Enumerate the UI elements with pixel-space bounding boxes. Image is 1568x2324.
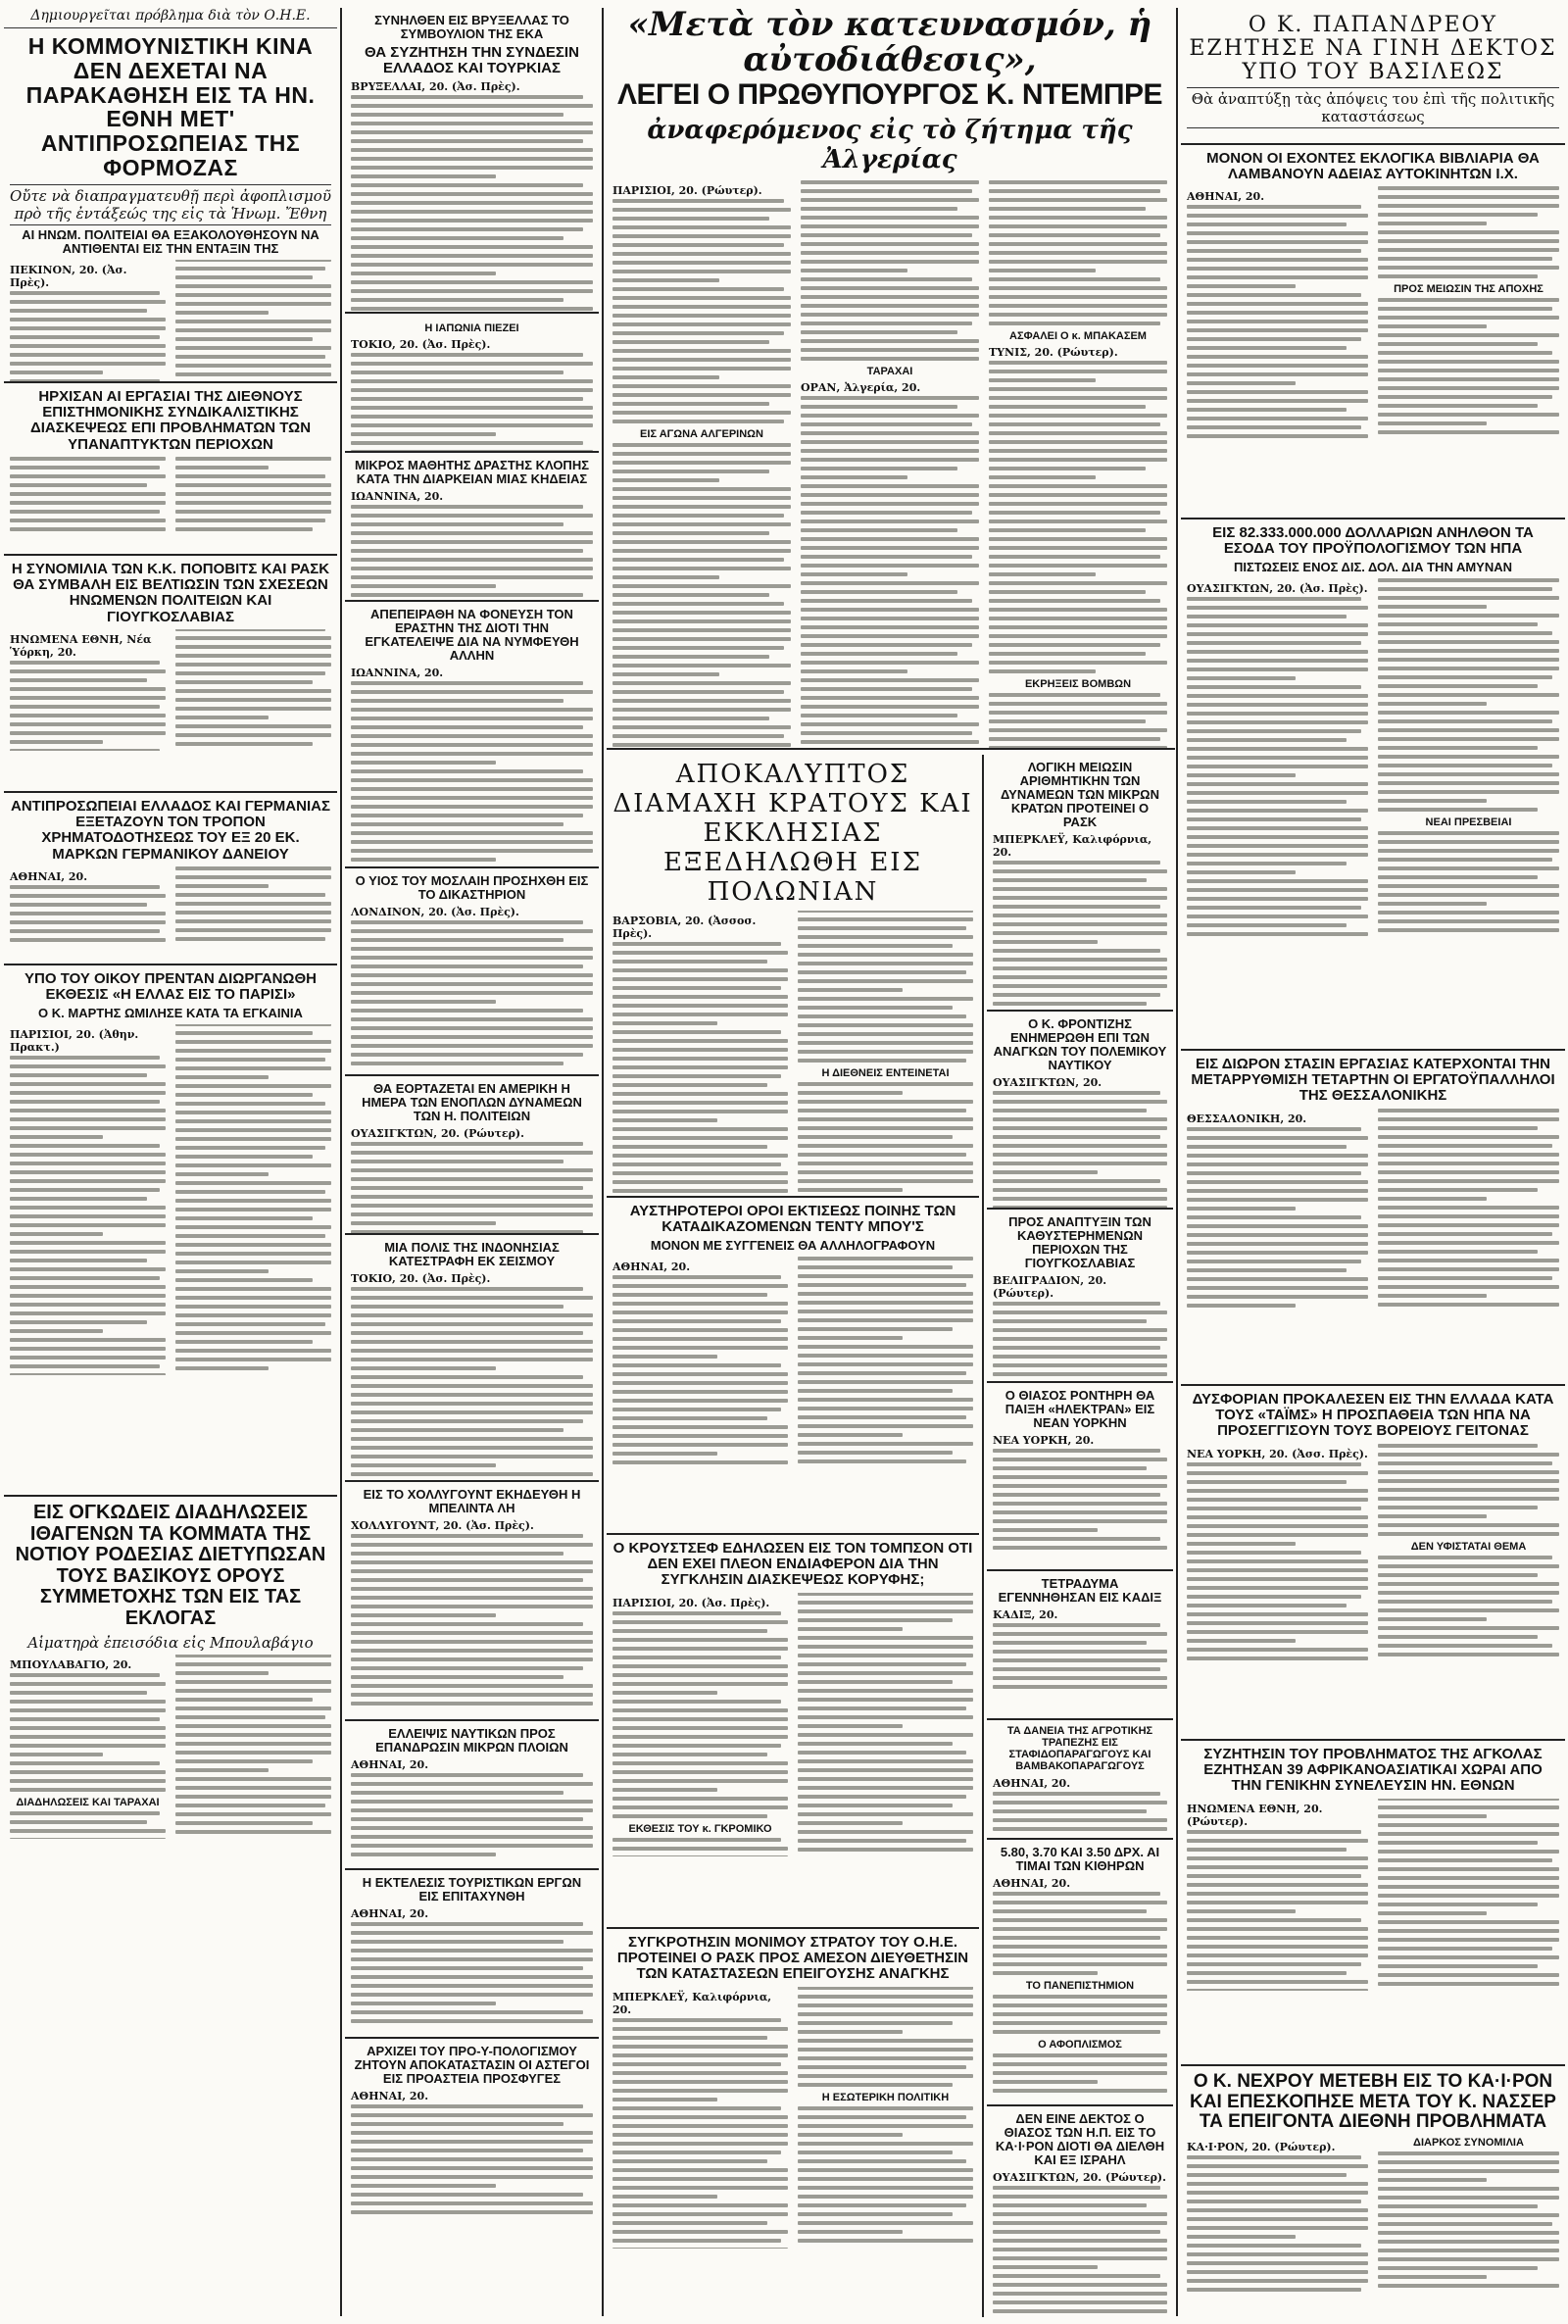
column-4 bbox=[987, 755, 1173, 2317]
article-times-greece bbox=[1181, 1386, 1565, 1741]
body-text bbox=[10, 629, 331, 751]
body-text bbox=[993, 1274, 1167, 1383]
headline: ΑΥΣΤΗΡΟΤΕΡΟΙ ΟΡΟΙ ΕΚΤΙΣΕΩΣ ΠΟΙΝΗΣ ΤΩΝ ΚΑΤΑΔΙΚΑΖΟΜΕΝΩΝ ΤΕΝΤΥ ΜΠΟΥ'Σ bbox=[629, 1203, 956, 1236]
section-subhead: ΔΕΝ ΥΦΙΣΤΑΤΑΙ ΘΕΜΑ bbox=[1410, 1540, 1527, 1553]
article-car-licenses bbox=[1181, 145, 1565, 519]
dateline: ΑΘΗΝΑΙ, 20. bbox=[351, 1758, 429, 1772]
section-subhead: Ο ΑΦΟΠΛΙΣΜΟΣ bbox=[1038, 2039, 1122, 2052]
dateline: ΠΑΡΙΣΙΟΙ, 20. (Ρώυτερ). bbox=[612, 183, 762, 197]
article-indonesia-earthquake bbox=[345, 1235, 599, 1482]
dateline: ΟΥΑΣΙΓΚΤΩΝ, 20. (Ρώυτερ). bbox=[993, 2171, 1166, 2185]
section-subhead: ΤΑΡΑΧΑΙ bbox=[866, 365, 913, 377]
dateline: ΠΑΡΙΣΙΟΙ, 20. (Ἀθην. Πρακτ.) bbox=[10, 1028, 139, 1055]
headline: ΕΙΣ 82.333.000.000 ΔΟΛΛΑΡΙΩΝ ΑΝΗΛΘΟΝ ΤΑ ΕΣΟΔΑ ΤΟΥ ΠΡΟΫΠΟΛΟΓΙΣΜΟΥ ΤΩΝ ΗΠΑ bbox=[1212, 524, 1534, 558]
dateline: ΑΘΗΝΑΙ, 20. bbox=[612, 1261, 691, 1274]
headline: ΕΙΣ ΔΙΩΡΟΝ ΣΤΑΣΙΝ ΕΡΓΑΣΙΑΣ ΚΑΤΕΡΧΟΝΤΑΙ ΤΗΝ ΜΕΤΑΡΡΥΘΜΙΣΗ ΤΕΤΑΡΤΗΝ ΟΙ ΕΡΓΑΤΟΫΠΑΛΛΗΛΟΙ ΤΗΣ ΘΕΣΣΑΛΟΝΙΚΗΣ bbox=[1191, 1056, 1555, 1105]
article-eca-council bbox=[345, 8, 599, 314]
dateline: ΙΩΑΝΝΙΝΑ, 20. bbox=[351, 667, 444, 680]
article-kythira-prices bbox=[987, 1840, 1173, 2106]
article-popovic-rusk bbox=[4, 556, 337, 793]
headline: ΑΠΕΠΕΙΡΑΘΗ ΝΑ ΦΟΝΕΥΣΗ ΤΟΝ ΕΡΑΣΤΗΝ ΤΗΣ ΔΙΟΤΙ ΤΗΝ ΕΓΚΑΤΕΛΕΙΨΕ ΔΙΑ ΝΑ ΝΥΜΦΕΥΘΗ ΑΛΛΗΝ bbox=[365, 607, 579, 664]
headline: ΔΥΣΦΟΡΙΑΝ ΠΡΟΚΑΛΕΣΕΝ ΕΙΣ ΤΗΝ ΕΛΛΑΔΑ ΚΑΤΑ ΤΟΥΣ «ΤΑΪΜΣ» Η ΠΡΟΣΠΑΘΕΙΑ ΤΩΝ ΗΠΑ ΝΑ ΠΡΟΣΕΓΓΙΣΟΥΝ ΤΟΥΣ ΒΟΡΕΙΟΥΣ ΓΕΙΤΟΝΑΣ bbox=[1192, 1391, 1554, 1440]
body-text bbox=[1187, 1444, 1559, 1663]
article-us-budget bbox=[1181, 519, 1565, 1051]
section-subhead: Η ΔΙΕΘΝΕΙΣ ΕΝΤΕΙΝΕΤΑΙ bbox=[821, 1067, 950, 1080]
column-rule bbox=[982, 755, 984, 2317]
headline: Ο ΥΙΟΣ ΤΟΥ ΜΟΣΛΑΙΗ ΠΡΟΣΗΧΘΗ ΕΙΣ ΤΟ ΔΙΚΑΣΤΗΡΙΟΝ bbox=[355, 873, 589, 903]
body-text bbox=[10, 866, 331, 947]
article-attempted-murder bbox=[345, 602, 599, 868]
section-subhead: ΠΡΟΣ ΜΕΙΩΣΙΝ ΤΗΣ ΑΠΟΧΗΣ bbox=[1394, 283, 1544, 296]
body-text bbox=[993, 833, 1167, 1012]
column-3 bbox=[607, 755, 979, 2317]
dateline: ΘΕΣΣΑΛΟΝΙΚΗ, 20. bbox=[1187, 1112, 1307, 1125]
headline: Ο Κ. ΦΡΟΝΤΙΖΗΣ ΕΝΗΜΕΡΩΘΗ ΕΠΙ ΤΩΝ ΑΝΑΓΚΩΝ ΤΟΥ ΠΟΛΕΜΙΚΟΥ ΝΑΥΤΙΚΟΥ bbox=[993, 1016, 1167, 1073]
headline: ΣΥΓΚΡΟΤΗΣΙΝ ΜΟΝΙΜΟΥ ΣΤΡΑΤΟΥ ΤΟΥ Ο.Η.Ε. ΠΡΟΤΕΙΝΕΙ Ο ΡΑΣΚ ΠΡΟΣ ΑΜΕΣΟΝ ΔΙΕΥΘΕΤΗΣΙΝ ΤΩΝ ΚΑΤΑΣΤΑΣΕΩΝ ΕΠΕΙΓΟΥΣΗΣ ΑΝΑΓΚΗΣ bbox=[616, 1934, 969, 1983]
dateline: ΚΑΔΙΞ, 20. bbox=[993, 1608, 1058, 1622]
headline: Η ΕΚΤΕΛΕΣΙΣ ΤΟΥΡΙΣΤΙΚΩΝ ΕΡΓΩΝ ΕΙΣ ΕΠΙΤΑΧΥΝΘΗ bbox=[362, 1875, 582, 1904]
body-text bbox=[10, 457, 331, 536]
headline: ΑΝΤΙΠΡΟΣΩΠΕΙΑΙ ΕΛΛΑΔΟΣ ΚΑΙ ΓΕΡΜΑΝΙΑΣ ΕΞΕΤΑΖΟΥΝ ΤΟΝ ΤΡΟΠΟΝ ΧΡΗΜΑΤΟΔΟΤΗΣΕΩΣ ΤΟΥ ΕΞ 20 ΕΚ. ΜΑΡΚΩΝ ΓΕΡΜΑΝΙΚΟΥ ΔΑΝΕΙΟΥ bbox=[11, 798, 330, 863]
subheadline: Οὔτε νὰ διαπραγματευθῇ περὶ ἀφοπλισμοῦ πρὸ τῆς ἐντάξεώς της εἰς τὰ Ἡνωμ. Ἔθνη bbox=[10, 184, 331, 225]
article-rusk-small-states bbox=[987, 755, 1173, 1012]
dateline: ΑΘΗΝΑΙ, 20. bbox=[1187, 190, 1265, 204]
dateline: ΤΟΚΙΟ, 20. (Ἀσ. Πρὲς). bbox=[351, 1272, 491, 1286]
headline: 5.80, 3.70 ΚΑΙ 3.50 ΔΡΧ. ΑΙ ΤΙΜΑΙ ΤΩΝ ΚΙΘΗΡΩΝ bbox=[1000, 1845, 1160, 1874]
lead-body bbox=[607, 177, 1173, 748]
body-text bbox=[1187, 1799, 1559, 1991]
section-subhead: Η ΙΑΠΩΝΙΑ ΠΙΕΖΕΙ bbox=[424, 322, 519, 334]
kicker: ΣΥΝΗΛΘΕΝ ΕΙΣ ΒΡΥΞΕΛΛΑΣ ΤΟ ΣΥΜΒΟΥΛΙΟΝ ΤΗΣ ΕΚΑ bbox=[374, 13, 569, 42]
dateline: ΟΥΑΣΙΓΚΤΩΝ, 20. bbox=[993, 1076, 1102, 1090]
subheadline: ΜΟΝΟΝ ΜΕ ΣΥΓΓΕΝΕΙΣ ΘΑ ΑΛΛΗΛΟΓΡΑΦΟΥΝ bbox=[650, 1238, 936, 1254]
body-text bbox=[993, 1076, 1167, 1210]
headline: ΔΕΝ ΕΙΝΕ ΔΕΚΤΟΣ Ο ΘΙΑΣΟΣ ΤΩΝ Η.Π. ΕΙΣ ΤΟ ΚΑ·Ι·ΡΟΝ ΔΙΟΤΙ ΘΑ ΔΙΕΛΘΗ ΚΑΙ ΕΞ ΙΣΡΑΗΛ bbox=[995, 2111, 1165, 2168]
dateline: ΗΝΩΜΕΝΑ ΕΘΝΗ, 20. (Ρώυτερ). bbox=[1187, 1802, 1323, 1828]
lead-story bbox=[607, 8, 1173, 748]
dateline: ΟΥΑΣΙΓΚΤΩΝ, 20. (Ἀσ. Πρὲς). bbox=[1187, 582, 1368, 596]
headline: Η ΣΥΝΟΜΙΛΙΑ ΤΩΝ Κ.Κ. ΠΟΠΟΒΙΤΣ ΚΑΙ ΡΑΣΚ ΘΑ ΣΥΜΒΑΛΗ ΕΙΣ ΒΕΛΤΙΩΣΙΝ ΤΩΝ ΣΧΕΣΕΩΝ ΗΝΩΜΕΝΩΝ ΠΟΛΙΤΕΙΩΝ ΚΑΙ ΓΙΟΥΓΚΟΣΛΑΒΙΑΣ bbox=[11, 561, 330, 625]
body-text bbox=[351, 1519, 593, 1706]
section-subhead: ΝΕΑΙ ΠΡΕΣΒΕΙΑΙ bbox=[1425, 816, 1512, 829]
dateline: ΑΘΗΝΑΙ, 20. bbox=[351, 1907, 429, 1921]
headline: ΤΕΤΡΑΔΥΜΑ ΕΓΕΝΝΗΘΗΣΑΝ ΕΙΣ ΚΑΔΙΞ bbox=[998, 1576, 1162, 1606]
dateline: ΚΑ·Ι·ΡΟΝ, 20. (Ρώυτερ). bbox=[1187, 2140, 1336, 2153]
headline: ΜΟΝΟΝ ΟΙ ΕΧΟΝΤΕΣ ΕΚΛΟΓΙΚΑ ΒΙΒΛΙΑΡΙΑ ΘΑ ΛΑΜΒΑΝΟΥΝ ΑΔΕΙΑΣ ΑΥΤΟΚΙΝΗΤΩΝ Ι.Χ. bbox=[1206, 150, 1540, 183]
subheadline: Αἱματηρὰ ἐπεισόδια εἰς Μπουλαβάγιο bbox=[27, 1633, 314, 1652]
section-subhead: ΕΚΡΗΞΕΙΣ ΒΟΜΒΩΝ bbox=[1024, 677, 1132, 690]
body-text bbox=[993, 1877, 1167, 2093]
article-agricultural-bank bbox=[987, 1720, 1173, 1840]
article-homeless bbox=[345, 2039, 599, 2225]
headline: ΜΙΚΡΟΣ ΜΑΘΗΤΗΣ ΔΡΑΣΤΗΣ ΚΛΟΠΗΣ ΚΑΤΑ ΤΗΝ ΔΙΑΡΚΕΙΑΝ ΜΙΑΣ ΚΗΔΕΙΑΣ bbox=[354, 458, 590, 487]
article-mosley-son bbox=[345, 868, 599, 1076]
dateline: ΑΘΗΝΑΙ, 20. bbox=[351, 2090, 429, 2103]
headline: ΥΠΟ ΤΟΥ ΟΙΚΟΥ ΠΡΕΝΤΑΝ ΔΙΩΡΓΑΝΩΘΗ ΕΚΘΕΣΙΣ «Η ΕΛΛΑΣ ΕΙΣ ΤΟ ΠΑΡΙΣΙ» bbox=[24, 970, 317, 1004]
article-nehru-nasser bbox=[1181, 2066, 1565, 2317]
headline: ΑΠΟΚΑΛΥΠΤΟΣ ΔΙΑΜΑΧΗ ΚΡΑΤΟΥΣ ΚΑΙ ΕΚΚΛΗΣΙΑΣ ΕΞΕΔΗΛΩΘΗ ΕΙΣ ΠΟΛΩΝΙΑΝ bbox=[612, 760, 973, 907]
dateline: ΛΟΝΔΙΝΟΝ, 20. (Ἀσ. Πρὲς). bbox=[351, 906, 519, 919]
article-poland-church bbox=[607, 755, 979, 1198]
headline: ΑΡΧΙΖΕΙ ΤΟΥ ΠΡΟ-Υ-ΠΟΛΟΓΙΣΜΟΥ ΖΗΤΟΥΝ ΑΠΟΚΑΤΑΣΤΑΣΙΝ ΟΙ ΑΣΤΕΓΟΙ ΕΙΣ ΠΡΟΑΣΤΕΙΑ ΠΡΟΣΦΥΓΕΣ bbox=[354, 2044, 590, 2087]
article-german-loan bbox=[4, 793, 337, 965]
body-text bbox=[351, 1907, 593, 2023]
section-subhead: ΕΚΘΕΣΙΣ ΤΟΥ κ. ΓΚΡΟΜΙΚΟ bbox=[628, 1822, 772, 1835]
dateline: ΟΥΑΣΙΓΚΤΩΝ, 20. (Ρώυτερ). bbox=[351, 1127, 524, 1141]
headline: ΗΡΧΙΣΑΝ ΑΙ ΕΡΓΑΣΙΑΙ ΤΗΣ ΔΙΕΘΝΟΥΣ ΕΠΙΣΤΗΜΟΝΙΚΗΣ ΣΥΝΔΙΚΑΛΙΣΤΙΚΗΣ ΔΙΑΣΚΕΨΕΩΣ ΕΠΙ ΠΡΟΒΛΗΜΑΤΩΝ ΤΩΝ ΥΠΑΝΑΠΤΥΚΤΩΝ ΠΕΡΙΟΧΩΝ bbox=[29, 388, 312, 453]
article-us-troupe-cairo bbox=[987, 2106, 1173, 2317]
lead-quote: «Μετὰ τὸν κατευνασμόν, ἡ αὐτοδιάθεσις», bbox=[627, 8, 1152, 79]
dateline: ΜΠΕΡΚΛΕΫ, Καλιφόρνια, 20. bbox=[993, 833, 1152, 860]
article-belinda-lee bbox=[345, 1482, 599, 1721]
dateline: ΠΕΚΙΝΟΝ, 20. (Ἀσ. Πρὲς). bbox=[10, 264, 127, 290]
article-un-army bbox=[607, 1929, 979, 2311]
column-rule bbox=[1176, 8, 1178, 2316]
dateline: ΒΕΛΙΓΡΑΔΙΟΝ, 20. (Ρώυτερ). bbox=[993, 1274, 1107, 1301]
article-japan bbox=[345, 314, 599, 453]
body-text bbox=[10, 1655, 331, 1839]
lead-body-column bbox=[801, 180, 979, 748]
body-text bbox=[351, 1272, 593, 1476]
headline: ΘΑ ΕΟΡΤΑΖΕΤΑΙ ΕΝ ΑΜΕΡΙΚΗ Η ΗΜΕΡΑ ΤΩΝ ΕΝΟΠΛΩΝ ΔΥΝΑΜΕΩΝ ΤΩΝ Η. ΠΟΛΙΤΕΙΩΝ bbox=[362, 1081, 582, 1124]
section-subhead: ΑΣΦΑΛΕΙ Ο κ. ΜΠΑΚΑΣΕΜ bbox=[1009, 329, 1147, 342]
article-teddy-boys bbox=[607, 1198, 979, 1535]
body-text bbox=[612, 1593, 973, 1856]
dateline: ΒΡΥΞΕΛΛΑΙ, 20. (Ἀσ. Πρὲς). bbox=[351, 80, 520, 94]
section-subhead: Η ΕΣΩΤΕΡΙΚΗ ΠΟΛΙΤΙΚΗ bbox=[821, 2092, 950, 2104]
column-rule bbox=[340, 8, 342, 2316]
headline: Η ΚΟΜΜΟΥΝΙΣΤΙΚΗ ΚΙΝΑ ΔΕΝ ΔΕΧΕΤΑΙ ΝΑ ΠΑΡΑΚΑΘΗΣΗ ΕΙΣ ΤΑ ΗΝ. ΕΘΝΗ ΜΕΤ' ΑΝΤΙΠΡΟΣΩΠΕΙΑΣ ΤΗΣ ΦΟΡΜΟΖΑΣ bbox=[25, 33, 316, 181]
article-thessaloniki-strike bbox=[1181, 1051, 1565, 1386]
headline: ΕΙΣ ΟΓΚΩΔΕΙΣ ΔΙΑΔΗΛΩΣΕΙΣ ΙΘΑΓΕΝΩΝ ΤΑ ΚΟΜΜΑΤΑ ΤΗΣ ΝΟΤΙΟΥ ΡΟΔΕΣΙΑΣ ΔΙΕΤΥΠΩΣΑΝ ΤΟΥΣ ΒΑΣΙΚΟΥΣ ΟΡΟΥΣ ΣΥΜΜΕΤΟΧΗΣ ΤΩΝ ΕΙΣ ΤΑΣ ΕΚΛΟΓΑΣ bbox=[15, 1502, 326, 1629]
dateline: ΜΠΟΥΛΑΒΑΓΙΟ, 20. bbox=[10, 1657, 132, 1671]
headline: Ο ΚΡΟΥΣΤΣΕΦ ΕΔΗΛΩΣΕΝ ΕΙΣ ΤΟΝ ΤΟΜΠΣΟΝ ΟΤΙ ΔΕΝ ΕΧΕΙ ΠΛΕΟΝ ΕΝΔΙΑΦΕΡΟΝ ΔΙΑ ΤΗΝ ΣΥΓΚΛΗΣΙΝ ΔΙΑΣΚΕΨΕΩΣ ΚΟΡΥΦΗΣ; bbox=[612, 1540, 973, 1589]
dateline: ΤΟΚΙΟ, 20. (Ἀσ. Πρὲς). bbox=[351, 338, 491, 351]
body-text bbox=[612, 911, 973, 1198]
headline: ΤΑ ΔΑΝΕΙΑ ΤΗΣ ΑΓΡΟΤΙΚΗΣ ΤΡΑΠΕΖΗΣ ΕΙΣ ΣΤΑΦΙΔΟΠΑΡΑΓΩΓΟΥΣ ΚΑΙ ΒΑΜΒΑΚΟΠΑΡΑΓΩΓΟΥΣ bbox=[1006, 1725, 1153, 1772]
column-rule bbox=[602, 8, 604, 2316]
article-tourist-works bbox=[345, 1870, 599, 2039]
article-angola bbox=[1181, 1741, 1565, 2066]
article-student-theft bbox=[345, 453, 599, 602]
dateline: ΒΑΡΣΟΒΙΑ, 20. (Ἀσσοσ. Πρὲς). bbox=[612, 915, 757, 941]
dateline: ΑΘΗΝΑΙ, 20. bbox=[993, 1877, 1071, 1891]
section-subhead: ΔΙΑΡΚΟΣ ΣΥΝΟΜΙΛΙΑ bbox=[1413, 2136, 1524, 2149]
lead-body-column bbox=[989, 180, 1167, 748]
body-text bbox=[351, 2090, 593, 2214]
body-text bbox=[351, 667, 593, 868]
dateline: ΝΕΑ ΥΟΡΚΗ, 20. bbox=[993, 1434, 1095, 1448]
body-text bbox=[993, 1777, 1167, 1831]
body-text bbox=[351, 906, 593, 1065]
dateline: ΤΥΝΙΣ, 20. (Ρώυτερ). bbox=[989, 345, 1118, 359]
article-papandreou bbox=[1181, 8, 1565, 145]
body-text bbox=[351, 80, 593, 314]
article-armed-forces-day bbox=[345, 1076, 599, 1235]
headline: ΣΥΖΗΤΗΣΙΝ ΤΟΥ ΠΡΟΒΛΗΜΑΤΟΣ ΤΗΣ ΑΓΚΟΛΑΣ ΕΖΗΤΗΣΑΝ 39 ΑΦΡΙΚΑΝΟΑΣΙΑΤΙΚΑΙ ΧΩΡΑΙ ΑΠΟ ΤΗΝ ΓΕΝΙΚΗΝ ΣΥΝΕΛΕΥΣΙΝ ΗΝ. ΕΘΝΩΝ bbox=[1203, 1746, 1543, 1795]
headline: Ο ΘΙΑΣΟΣ ΡΟΝΤΗΡΗ ΘΑ ΠΑΙΞΗ «ΗΛΕΚΤΡΑΝ» ΕΙΣ ΝΕΑΝ ΥΟΡΚΗΝ bbox=[1004, 1388, 1155, 1431]
section-subhead: ΕΙΣ ΑΓΩΝΑ ΑΛΓΕΡΙΝΩΝ bbox=[640, 427, 763, 440]
divider bbox=[607, 748, 1175, 750]
column-1 bbox=[4, 8, 337, 2317]
lead-body-column bbox=[612, 180, 791, 748]
section-subhead: ΤΟ ΠΑΝΕΠΙΣΤΗΜΙΟΝ bbox=[1025, 1980, 1135, 1993]
subheadline: ΠΙΣΤΩΣΕΙΣ ΕΝΟΣ ΔΙΣ. ΔΟΛ. ΔΙΑ ΤΗΝ ΑΜΥΝΑΝ bbox=[1233, 560, 1513, 575]
body-text bbox=[612, 1257, 973, 1469]
subheadline-caps: ΑΙ ΗΝΩΜ. ΠΟΛΙΤΕΙΑΙ ΘΑ ΕΞΑΚΟΛΟΥΘΗΣΟΥΝ ΝΑ ΑΝΤΙΘΕΝΤΑΙ ΕΙΣ ΤΗΝ ΕΝΤΑΞΙΝ ΤΗΣ bbox=[22, 226, 319, 256]
article-kicker: Δημιουργεῖται πρόβλημα διὰ τὸν Ο.Η.Ε. bbox=[4, 8, 337, 28]
article-scientific-conference bbox=[4, 383, 337, 556]
headline: ΜΙΑ ΠΟΛΙΣ ΤΗΣ ΙΝΔΟΝΗΣΙΑΣ ΚΑΤΕΣΤΡΑΦΗ ΕΚ ΣΕΙΣΜΟΥ bbox=[384, 1240, 560, 1269]
article-quadruplets bbox=[987, 1571, 1173, 1720]
dateline: ΧΟΛΛΥΓΟΥΝΤ, 20. (Ἀσ. Πρὲς). bbox=[351, 1519, 534, 1533]
dateline: ΙΩΑΝΝΙΝΑ, 20. bbox=[351, 490, 444, 504]
article-rhodesia bbox=[4, 1497, 337, 1840]
body-text bbox=[1187, 578, 1559, 939]
headline: ΕΙΣ ΤΟ ΧΟΛΛΥΓΟΥΝΤ ΕΚΗΔΕΥΘΗ Η ΜΠΕΛΙΝΤΑ ΛΗ bbox=[363, 1487, 581, 1516]
body-text bbox=[1187, 186, 1559, 441]
article-frontizis bbox=[987, 1012, 1173, 1210]
lead-headline: ΛΕΓΕΙ Ο ΠΡΩΘΥΠΟΥΡΓΟΣ Κ. ΝΤΕΜΠΡΕ bbox=[616, 78, 1163, 112]
article-rondiris-electra bbox=[987, 1383, 1173, 1571]
body-text bbox=[612, 1987, 973, 2249]
headline: ΠΡΟΣ ΑΝΑΠΤΥΞΙΝ ΤΩΝ ΚΑΘΥΣΤΕΡΗΜΕΝΩΝ ΠΕΡΙΟΧΩΝ ΤΗΣ ΓΙΟΥΓΚΟΣΛΑΒΙΑΣ bbox=[1008, 1214, 1152, 1271]
article-yugoslavia bbox=[987, 1210, 1173, 1383]
dateline: ΟΡΑΝ, Ἀλγερία, 20. bbox=[801, 380, 921, 394]
column-2 bbox=[345, 8, 599, 2317]
headline: ΕΛΛΕΙΨΙΣ ΝΑΥΤΙΚΩΝ ΠΡΟΣ ΕΠΑΝΔΡΩΣΙΝ ΜΙΚΡΩΝ ΠΛΟΙΩΝ bbox=[375, 1726, 568, 1755]
body-text bbox=[1187, 2137, 1559, 2295]
article-greece-paris-exhibition bbox=[4, 965, 337, 1497]
body-text bbox=[993, 1608, 1167, 1689]
body-text bbox=[1187, 1109, 1559, 1312]
dateline: ΑΘΗΝΑΙ, 20. bbox=[10, 869, 88, 883]
dateline: ΑΘΗΝΑΙ, 20. bbox=[993, 1776, 1071, 1790]
dateline: ΠΑΡΙΣΙΟΙ, 20. (Ἀσ. Πρὲς). bbox=[612, 1596, 770, 1609]
body-text bbox=[351, 1758, 593, 1856]
body-text bbox=[10, 260, 331, 383]
headline: ΘΑ ΣΥΖΗΤΗΣΗ ΤΗΝ ΣΥΝΔΕΣΙΝ ΕΛΛΑΔΟΣ ΚΑΙ ΤΟΥΡΚΙΑΣ bbox=[365, 44, 579, 77]
article-khrushchev-thompson bbox=[607, 1535, 979, 1929]
subheadline: Ο Κ. ΜΑΡΤΗΣ ΩΜΙΛΗΣΕ ΚΑΤΑ ΤΑ ΕΓΚΑΙΝΙΑ bbox=[38, 1006, 303, 1021]
body-text bbox=[351, 338, 593, 453]
body-text bbox=[351, 1127, 593, 1234]
dateline: ΝΕΑ ΥΟΡΚΗ, 20. (Ἀσσ. Πρὲς). bbox=[1187, 1447, 1368, 1460]
headline: ΛΟΓΙΚΗ ΜΕΙΩΣΙΝ ΑΡΙΘΜΗΤΙΚΗΝ ΤΩΝ ΔΥΝΑΜΕΩΝ ΤΩΝ ΜΙΚΡΩΝ ΚΡΑΤΩΝ ΠΡΟΤΕΙΝΕΙ Ο ΡΑΣΚ bbox=[1001, 760, 1159, 830]
body-text bbox=[993, 2171, 1167, 2317]
section-subhead: ΔΙΑΔΗΛΩΣΕΙΣ ΚΑΙ ΤΑΡΑΧΑΙ bbox=[16, 1796, 160, 1808]
body-text bbox=[351, 490, 593, 597]
lead-subheadline: ἀναφερόμενος εἰς τὸ ζήτημα τῆς Ἀλγερίας bbox=[647, 115, 1133, 174]
subheadline: Θὰ ἀναπτύξῃ τὰς ἀπόψεις του ἐπὶ τῆς πολιτικῆς καταστάσεως bbox=[1187, 87, 1559, 128]
headline: Ο Κ. ΠΑΠΑΝΔΡΕΟΥ ΕΖΗΤΗΣΕ ΝΑ ΓΙΝΗ ΔΕΚΤΟΣ ΥΠΟ ΤΟΥ ΒΑΣΙΛΕΩΣ bbox=[1189, 13, 1557, 84]
dateline: ΜΠΕΡΚΛΕΫ, Καλιφόρνια, 20. bbox=[612, 1990, 772, 2016]
column-5 bbox=[1181, 8, 1565, 2317]
headline: Ο Κ. ΝΕΧΡΟΥ ΜΕΤΕΒΗ ΕΙΣ ΤΟ ΚΑ·Ι·ΡΟΝ ΚΑΙ ΕΠΕΣΚΟΠΗΣΕ ΜΕΤΑ ΤΟΥ Κ. ΝΑΣΣΕΡ ΤΑ ΕΠΕΙΓΟΝΤΑ ΔΙΕΘΝΗ ΠΡΟΒΛΗΜΑΤΑ bbox=[1190, 2071, 1556, 2133]
article-seamen-shortage bbox=[345, 1721, 599, 1870]
body-text bbox=[993, 1434, 1167, 1550]
body-text bbox=[10, 1024, 331, 1375]
dateline: ΗΝΩΜΕΝΑ ΕΘΝΗ, Νέα Ὑόρκη, 20. bbox=[10, 632, 152, 659]
article-china-un bbox=[4, 28, 337, 383]
